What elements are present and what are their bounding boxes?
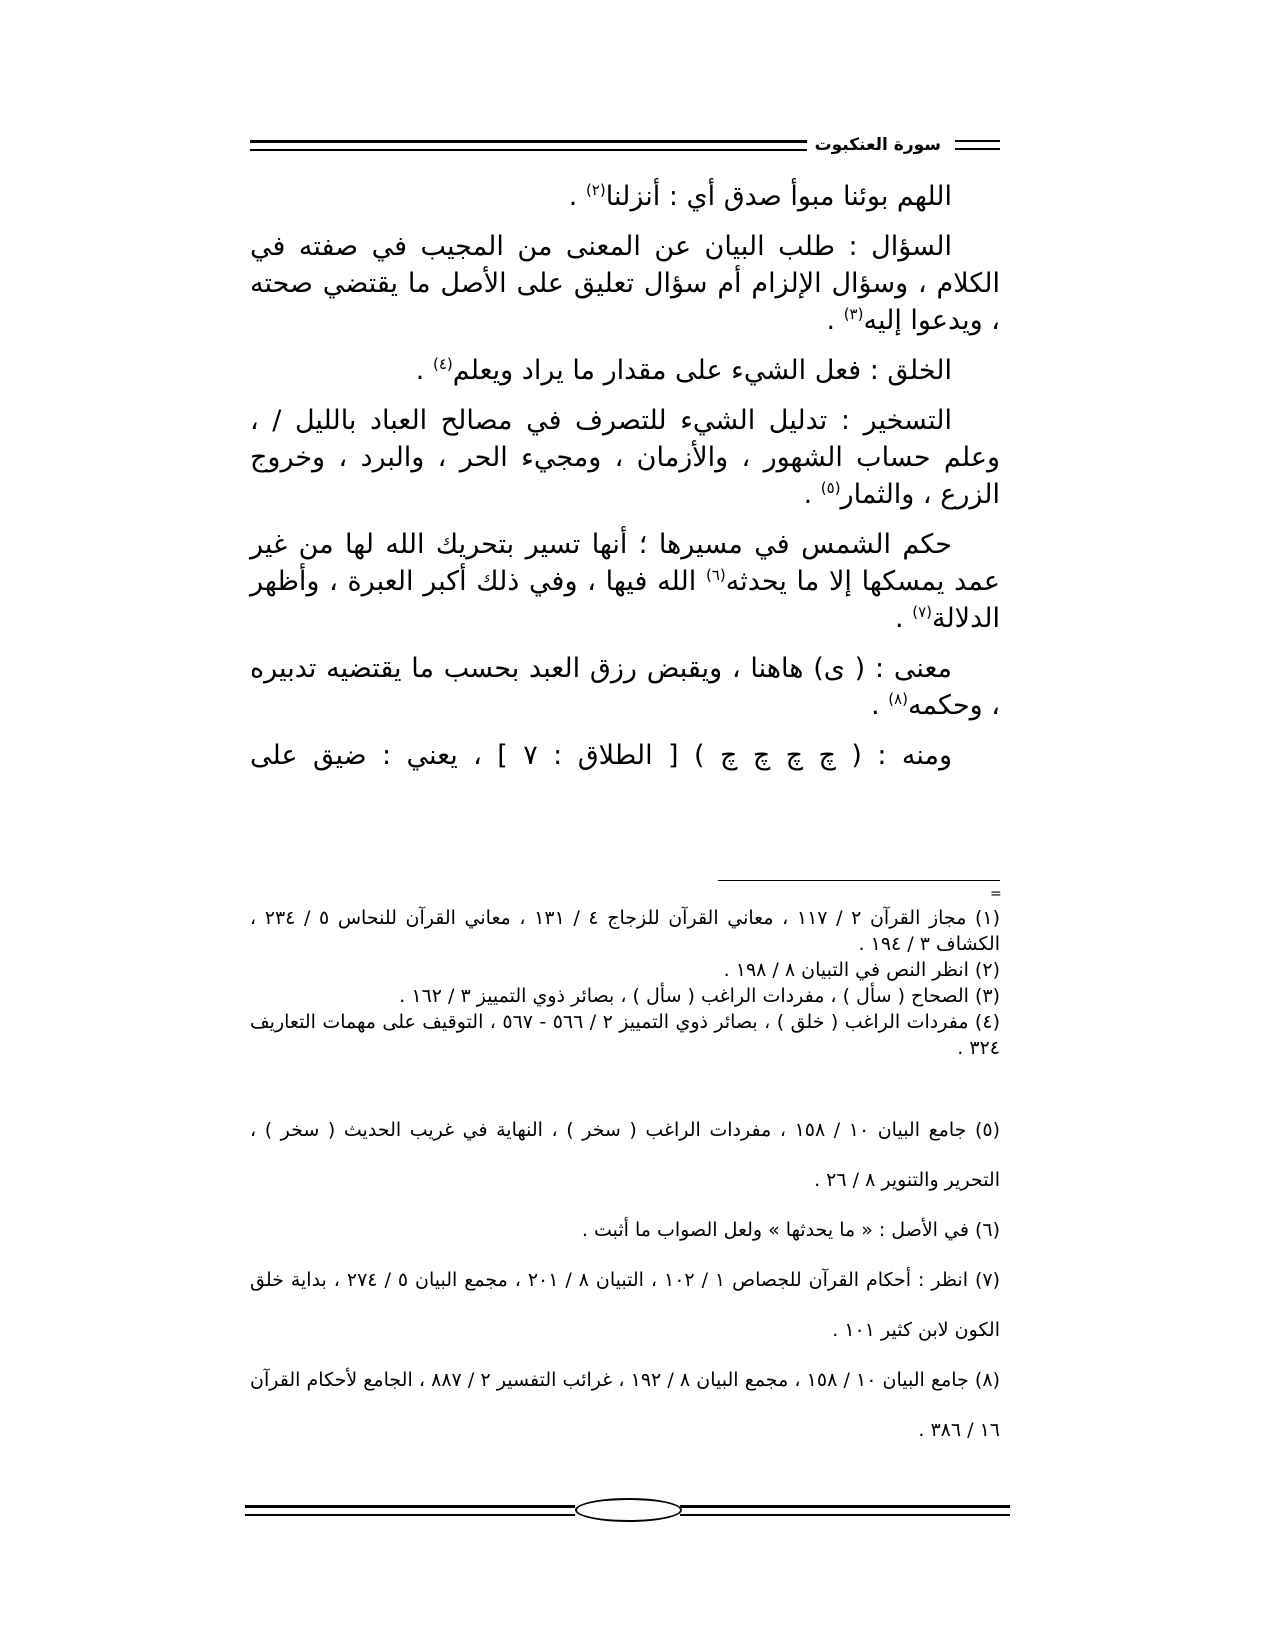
paragraph-2: السؤال : طلب البيان عن المعنى من المجيب في صفته في الكلام ، وسؤال الإلزام أم سؤال تعليق على الأصل ما يقتضي صحته ، ويدعوا إليه$^{(٣)}$ . xyxy=(250,231,1000,336)
header-short-rule xyxy=(955,140,1000,150)
paragraph-5: حكم الشمس في مسيرها ؛ أنها تسير بتحريك الله لها من غير عمد يمسكها إلا ما يحدثه$^{(٦)}$ الله فيها ، وفي ذلك أكبر العبرة ، وأظهر الدلالة$^{(٧)}$ . xyxy=(250,529,1000,634)
footnote-3: (٣) الصحاح ( سأل ) ، مفردات الراغب ( سأل ) ، بصائر ذوي التمييز ٣ / ١٦٢ . xyxy=(399,985,1000,1007)
footnote-ref: (٨) xyxy=(888,690,908,708)
header-long-rule xyxy=(250,140,807,151)
paragraph-3: الخلق : فعل الشيء على مقدار ما يراد ويعلم$^{(٤)}$ . xyxy=(415,355,952,386)
paragraph-6: معنى : ( ى) هاهنا ، ويقبض رزق العبد بحسب ما يقتضيه تدبيره ، وحكمه$^{(٨)}$ . xyxy=(250,653,1000,721)
footer-rule-right xyxy=(680,1505,1010,1516)
footnote-separator xyxy=(718,880,1000,881)
footnote-5: (٥) جامع البيان ١٠ / ١٥٨ ، مفردات الراغب ( سخر ) ، النهاية في غريب الحديث ( سخر ) ، التحرير والتنوير ٨ / ٢٦ . xyxy=(250,1119,1001,1191)
footnote-ref: (٢) xyxy=(585,181,606,199)
footnote-continuation-marker: = xyxy=(990,886,1002,902)
footnote-ref: (٧) xyxy=(912,603,932,621)
paragraph-1: اللهم بوئنا مبوأ صدق أي : أنزلنا$^{(٢)}$ . xyxy=(568,181,952,212)
footnote-ref: (٣) xyxy=(843,305,864,323)
footnote-4: (٤) مفردات الراغب ( خلق ) ، بصائر ذوي التمييز ٢ / ٥٦٦ - ٥٦٧ ، التوقيف على مهمات التعاريف ٣٢٤ . xyxy=(250,1011,1000,1059)
footnote-2: (٢) انظر النص في التبيان ٨ / ١٩٨ . xyxy=(723,959,1000,981)
footnote-1: (١) مجاز القرآن ٢ / ١١٧ ، معاني القرآن للزجاج ٤ / ١٣١ ، معاني القرآن للنحاس ٥ / ٢٣٤ ، الكشاف ٣ / ١٩٤ . xyxy=(250,907,1001,955)
footnote-6: (٦) في الأصل : « ما يحدثها » ولعل الصواب ما أثبت . xyxy=(581,1219,1000,1241)
footnote-8: (٨) جامع البيان ١٠ / ١٥٨ ، مجمع البيان ٨ / ١٩٢ ، غرائب التفسير ٢ / ٨٨٧ ، الجامع لأحكام القرآن ١٦ / ٣٨٦ . xyxy=(250,1369,1000,1441)
footnote-gap xyxy=(250,1061,1000,1105)
page-footer xyxy=(245,1498,1010,1522)
footer-rule-left xyxy=(245,1505,575,1516)
page-number-oval xyxy=(575,1498,682,1522)
footnote-7: (٧) انظر : أحكام القرآن للجصاص ١ / ١٠٢ ، التبيان ٨ / ٢٠١ ، مجمع البيان ٥ / ٢٧٤ ، بداية خلق الكون لابن كثير ١٠١ . xyxy=(250,1269,1000,1341)
surah-title: سورة العنكبوت xyxy=(814,135,941,155)
running-header xyxy=(250,130,1000,160)
footnote-ref: (٤) xyxy=(432,355,453,373)
paragraph-7: ومنه : ( چ چ چ چ ) [ الطلاق : ٧ ] ، يعني : ضيق على xyxy=(250,740,952,771)
paragraph-4: التسخير : تدليل الشيء للتصرف في مصالح العباد بالليل / ، وعلم حساب الشهور ، والأزمان ، ومجيء الحر ، والبرد ، وخروج الزرع ، والثمار$^{(٥)}$ . xyxy=(250,405,1000,510)
footnote-ref: (٦) xyxy=(705,566,726,584)
footnotes xyxy=(250,905,1000,1455)
footnote-ref: (٥) xyxy=(820,479,841,497)
main-text xyxy=(250,178,1000,787)
